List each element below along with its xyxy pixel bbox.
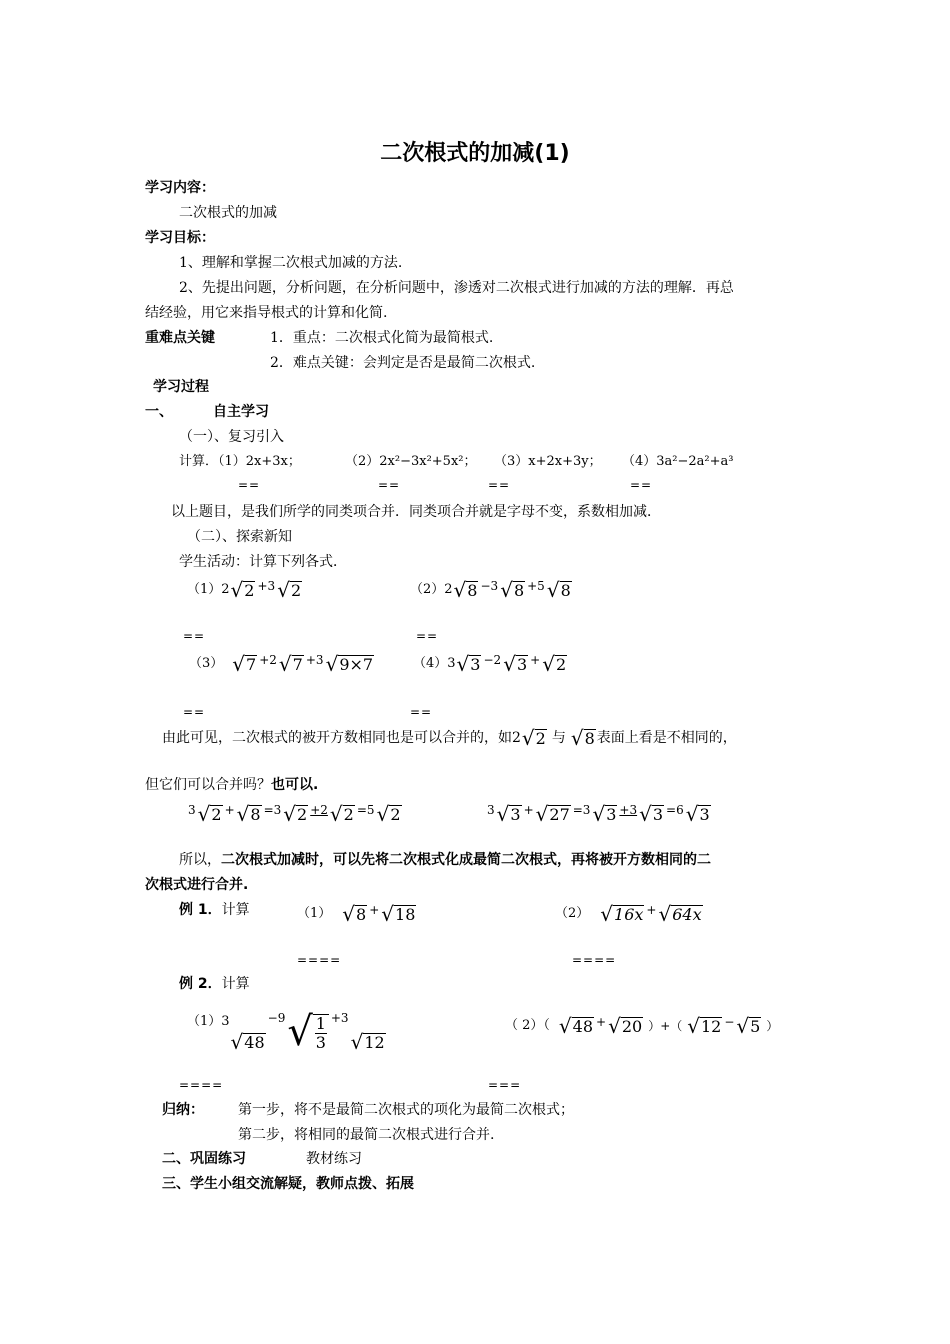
sqrt-term: √ 8 [570,726,595,750]
sqrt-term: √ 2 [197,802,222,826]
operator: − [724,1015,735,1029]
content-heading: 学习内容： [145,180,215,196]
induction-step-1: 第一步，将不是最简二次根式的项化为最简二次根式； [238,1102,574,1118]
sqrt-term: √ 12 [350,1030,385,1054]
operator: −9 [267,1011,286,1025]
goal-2a: 2、先提出问题，分析问题，在分析问题中，渗透对二次根式进行加减的方法的理解．再总 [179,280,734,296]
example-1-heading [179,901,250,919]
section-1-number: 一、 [145,404,173,420]
answer-line: == [416,629,439,643]
sqrt-term: √ 7 [278,652,303,676]
sqrt-term: √ 18 [381,902,416,926]
sqrt-term: √ 12 [687,1014,722,1038]
answer-line: == [183,629,206,643]
operator: + [523,803,534,817]
sqrt-term: √ 2 [230,578,255,602]
observation-text: 与 [551,730,566,746]
expr-label: （1） [297,906,332,921]
goal-heading: 学习目标： [145,230,215,246]
observation-text: 表面上看是不相同的， [596,730,737,746]
sqrt-term: √ 3 [685,802,710,826]
sqrt-term: √ 2 [521,726,546,750]
operator: +3 [330,1011,349,1025]
operator: +2 [310,803,328,817]
operator: + [530,653,541,667]
sqrt-fraction-term: √ 1 3 [287,1012,329,1052]
expr-label: （2）2 [410,582,453,597]
operator: + [224,803,235,817]
answer-line: ==== [572,953,617,967]
rule-text: 所以， [179,852,221,868]
answer-line: == [410,705,433,719]
section-1-title: 自主学习 [213,404,269,420]
key-heading: 重难点关键 [145,330,215,346]
expr-label: （2） [555,906,590,921]
key-1: 1．重点：二次根式化简为最简根式. [270,330,494,346]
answer-line: == [378,478,401,492]
sqrt-term: √ 16x [600,902,644,926]
merge-example-1 [187,804,403,824]
sqrt-term: √ 3 [592,802,617,826]
sqrt-term: √ 48 [230,1030,265,1054]
operator: + [646,903,657,917]
operator: +3 [305,653,324,667]
operator: + [596,1015,607,1029]
expr-label: （3） [189,656,224,671]
sqrt-term: √ 2 [542,652,567,676]
example-2-heading [179,975,250,993]
sqrt-term: √ 2 [376,802,401,826]
expr-label: （ 2）（ [505,1018,550,1033]
operator: =6 [666,803,684,817]
expr-label: （1）2 [187,582,230,597]
induction-step-2: 第二步，将相同的最简二次根式进行合并. [238,1127,495,1143]
answer-line: == [630,478,653,492]
rule-line-1 [179,851,711,869]
sqrt-term: √ 2 [329,802,354,826]
operator: =3 [572,803,591,817]
merge-example-2 [486,804,712,824]
operator: =5 [356,803,375,817]
sqrt-term: √ 8 [546,578,571,602]
example-2-expr-1 [187,1009,387,1055]
section-2-text: 教材练习 [306,1151,362,1167]
sqrt-term: √ 48 [558,1014,594,1038]
example-1-expr-1 [297,904,417,924]
goal-1: 1、理解和掌握二次根式加减的方法. [179,255,403,271]
goal-2b: 结经验，用它来指导根式的计算和化简. [145,305,388,321]
example-label: 例 2． [179,976,222,992]
observation-text: 由此可见，二次根式的被开方数相同也是可以合并的，如2 [162,730,521,746]
sqrt-term: √ 3 [496,802,521,826]
induction-heading: 归纳： [162,1102,204,1118]
sqrt-term: √ 27 [535,802,570,826]
subsection-2: （二）、探索新知 [187,529,292,545]
answer-line: == [238,478,261,492]
sqrt-term: √ 8 [500,578,525,602]
sqrt-term: √ 2 [277,578,302,602]
operator: −3 [480,579,499,593]
expr-activity-4 [413,654,568,674]
observation-line [162,728,737,748]
expr-activity-3 [189,654,375,674]
operator: +5 [527,579,545,593]
content-text: 二次根式的加减 [179,205,277,221]
sqrt-term: √ 20 [608,1014,643,1038]
expr-activity-2 [410,580,573,600]
coefficient: 3 [188,803,196,817]
section-2-title: 二、巩固练习 [162,1151,246,1167]
sqrt-term: √ 3 [456,652,481,676]
operator: −2 [483,653,502,667]
expr-label: （4）3 [413,656,456,671]
sqrt-term: √ 3 [639,802,664,826]
expr-label: （1）3 [187,1014,230,1029]
example-1-expr-2 [555,904,704,924]
sqrt-term: √ 64x [658,902,702,926]
subsection-1: （一）、复习引入 [179,429,284,445]
section-3-title: 三、学生小组交流解疑，教师点拨、拓展 [162,1176,414,1192]
example-label: 例 1． [179,902,222,918]
process-heading: 学习过程 [153,379,209,395]
observation-question [145,776,318,794]
operator: ）+（ [648,1019,683,1033]
key-2: 2．难点关键：会判定是否是最简二次根式. [270,355,536,371]
calc-1: 计算．（1）2x+3x； [179,454,301,469]
page-title: 二次根式的加减(1) [380,141,570,166]
answer-line: === [488,1078,522,1092]
example-2-expr-2 [505,1016,778,1036]
observation-text: 但它们可以合并吗？ [145,777,271,793]
answer-line: ==== [297,953,342,967]
sqrt-term: √ 2 [283,802,308,826]
sqrt-term: √ 9×7 [325,652,374,676]
example-text: 计算 [221,902,250,918]
observation-answer: 也可以. [271,777,319,793]
rule-text-bold: 二次根式加减时，可以先将二次根式化成最简二次根式，再将被开方数相同的二 [221,852,711,868]
operator: + [369,903,380,917]
sqrt-term: √ 8 [453,578,478,602]
answer-line: == [183,705,206,719]
sqrt-term: √ 3 [503,652,528,676]
student-activity: 学生活动：计算下列各式． [179,554,347,570]
sqrt-term: √ 5 [736,1014,761,1038]
calc-2: （2）2x²−3x²+5x²； [345,454,477,469]
sqrt-term: √ 7 [232,652,257,676]
operator: =3 [263,803,282,817]
example-text: 计算 [221,976,250,992]
operator: +2 [259,653,277,667]
expr-activity-1 [187,580,303,600]
answer-line: == [488,478,511,492]
operator: ） [766,1019,779,1033]
like-terms-summary: 以上题目，是我们所学的同类项合并．同类项合并就是字母不变，系数相加减． [171,504,661,520]
sqrt-term: √ 8 [236,802,261,826]
calc-4: （4）3a²−2a²+a³ [622,454,734,469]
rule-line-2: 次根式进行合并. [145,877,249,893]
answer-line: ==== [179,1078,224,1092]
operator: +3 [257,579,276,593]
calc-3: （3）x+2x+3y； [494,454,602,469]
coefficient: 3 [487,803,495,817]
operator: +3 [619,803,638,817]
sqrt-term: √ 8 [342,902,367,926]
